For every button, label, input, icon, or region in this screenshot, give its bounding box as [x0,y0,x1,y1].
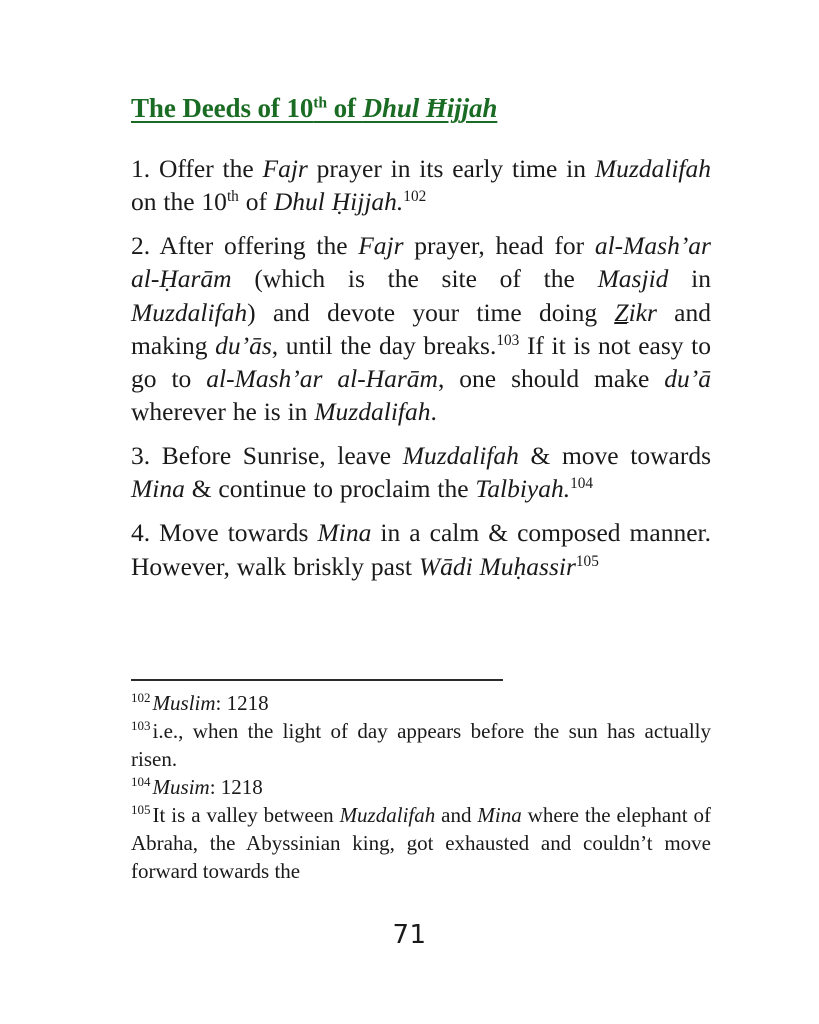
footnote-marker: 105 [131,801,151,817]
footnote-area [131,690,711,885]
footnote-105 [131,802,711,886]
footnote-103 [131,718,711,774]
paragraph-2: 2. After offering the Fajr prayer, head for al-Mash’ar al-Ḥarām (which is the site of the Masjid in Muzdalifah) and devote your time doing Z̲ikr and making du’ās, until the day breaks.$^{103}$ If it is not easy to go to al-Mash’ar al-Harām, one should make du’ā wherever he is in Muzdalifah. [131,231,712,426]
page-title-part-1: The Deeds of 10 [131,93,314,123]
paragraph-3: 3. Before Sunrise, leave Muzdalifah & move towards Mina & continue to proclaim the Talbiyah.$^{104}$ [131,441,711,504]
footnote-102 [131,690,711,718]
page-number: 71 [392,920,427,950]
page-title-part-3: Dhul Ħijjah [362,93,498,123]
footnote-text: Muslim: 1218 [152,691,269,715]
footnote-text: Musim: 1218 [152,774,263,799]
footnote-marker: 102 [131,690,151,706]
paragraph-4: 4. Move towards Mina in a calm & composed manner. However, walk briskly past Wādi Muḥassir$^{105}$ [131,518,711,581]
footnote-text: It is a valley between Muzdalifah and Mina where the elephant of Abraha, the Abyssinian king, got exhausted and couldn’t move forward towards the [131,802,711,883]
page-title-ordinal-suffix: th [313,94,327,112]
footnote-separator [131,679,503,681]
footnote-marker: 104 [131,773,151,789]
footnote-marker: 103 [131,718,151,734]
body-text [131,152,711,583]
paragraph-1: 1. Offer the Fajr prayer in its early time in Muzdalifah on the 10th of Dhul Ḥijjah.$^{102}$ [131,154,711,217]
page-title-part-2: of [326,93,363,123]
page-title [131,93,711,125]
footnote-104 [131,774,711,802]
footnote-text: i.e., when the light of day appears before the sun has actually risen. [131,718,711,771]
